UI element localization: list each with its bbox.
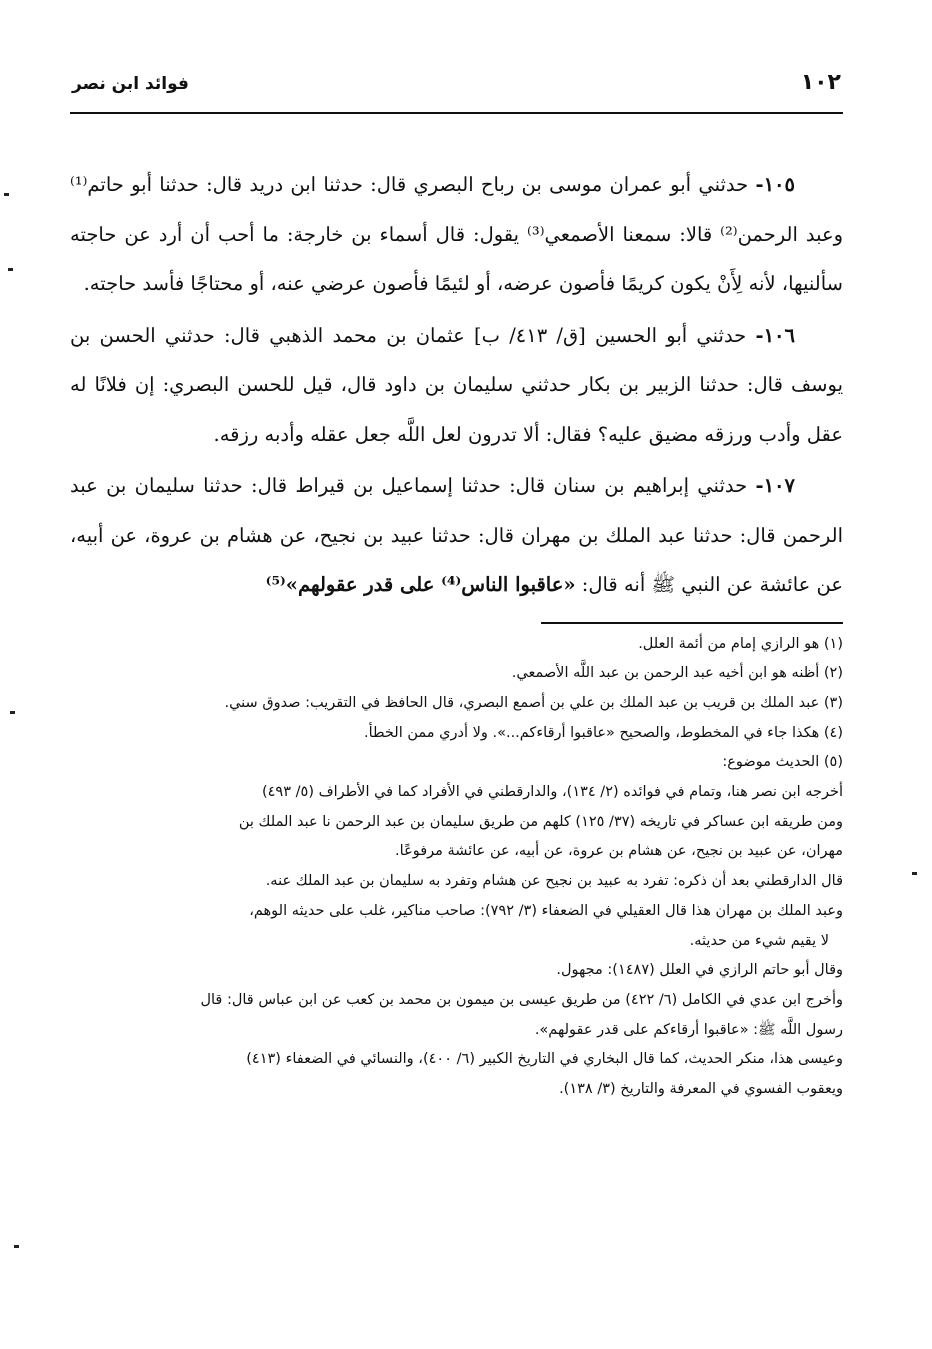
footnotes — [70, 630, 843, 1105]
book-page — [70, 60, 843, 1320]
margin-mark — [8, 268, 13, 271]
paragraph-text: حدثني إبراهيم بن سنان قال: حدثنا إسماعيل بن قيراط قال: حدثنا سليمان بن عبد الرحمن قال: حدثنا عبد الملك بن مهران قال: حدثنا عبيد بن نجيح، عن هشام بن عروة، عن أبيه، عن عائشة عن النبي ﷺ أنه قال: — [70, 474, 843, 596]
margin-mark — [10, 711, 15, 714]
footnote-5-line: ويعقوب الفسوي في المعرفة والتاريخ (٣/ ١٣٨). — [559, 1081, 843, 1098]
footnote-5-line: ومن طريقه ابن عساكر في تاريخه (٣٧/ ١٢٥) كلهم من طريق سليمان بن عبد الرحمن نا عبد الملك بن — [238, 813, 843, 830]
footnote-5-line: قال الدارقطني بعد أن ذكره: تفرد به عبيد بن نجيح عن هشام وتفرد به سليمان بن عبد الملك عنه. — [265, 873, 843, 890]
footnote-5-line: رسول اللَّه ﷺ: «عاقبوا أرقاءكم على قدر عقولهم». — [534, 1021, 843, 1038]
footnote-5-line: وعبد الملك بن مهران هذا قال العقيلي في الضعفاء (٣/ ٧٩٢): صاحب مناكير، غلب على حديثه الوهم، — [249, 902, 843, 919]
footnote-5-line: وعيسى هذا، منكر الحديث، كما قال البخاري في التاريخ الكبير (٦/ ٤٠٠)، والنسائي في الضعفاء (٤١٣) — [246, 1051, 843, 1068]
margin-mark — [14, 1245, 19, 1248]
footnote-5-line: وأخرج ابن عدي في الكامل (٦/ ٤٢٢) من طريق عيسى بن ميمون بن محمد بن كعب عن ابن عباس قال: قال — [200, 991, 843, 1008]
paragraph-number: ١٠٧- — [755, 474, 795, 497]
page-number: ١٠٢ — [800, 70, 841, 95]
margin-mark — [4, 193, 9, 196]
footnote-5-line: أخرجه ابن نصر هنا، وتمام في فوائده (٢/ ١٣٤)، والدارقطني في الأفراد كما في الأطراف (٥/ ٤٩٣) — [261, 784, 843, 801]
footnote-5-line: وقال أبو حاتم الرازي في العلل (١٤٨٧): مجهول. — [556, 962, 843, 979]
footnote-3: (٣) عبد الملك بن قريب بن عبد الملك بن علي بن أصمع البصري، قال الحافظ في التقريب: صدوق سني. — [224, 694, 843, 711]
footnote-separator — [541, 622, 843, 624]
paragraph-text: حدثني أبو الحسين [ق/ ٤١٣/ ب] عثمان بن محمد الذهبي قال: حدثني الحسن بن يوسف قال: حدثنا الزبير بن بكار حدثني سليمان بن داود قال، قيل للحسن البصري: إن فلانًا له عقل وأدب ورزقه مضيق عليه؟ فقال: ألا تدرون لعل اللَّه جعل عقله وأدبه رزقه. — [70, 323, 843, 446]
footnote-5-line: مهران، عن عبيد بن نجيح، عن هشام بن عروة، عن أبيه، عن عائشة مرفوعًا. — [395, 843, 843, 860]
paragraph-105 — [70, 160, 843, 309]
page-header — [70, 60, 843, 114]
main-text — [70, 160, 843, 610]
footnote-5-line: لا يقيم شيء من حديثه. — [689, 932, 829, 949]
paragraph-106 — [70, 311, 843, 460]
footnote-1: (١) هو الرازي إمام من أئمة العلل. — [638, 635, 843, 652]
footnote-2: (٢) أظنه هو ابن أخيه عبد الرحمن بن عبد اللَّه الأصمعي. — [511, 665, 843, 682]
paragraph-number: ١٠٦- — [755, 323, 795, 347]
paragraph-text: حدثني أبو عمران موسى بن رباح البصري قال: حدثنا ابن دريد قال: حدثنا أبو حاتم⁽¹⁾ وعبد الرحمن⁽²⁾ قالا: سمعنا الأصمعي⁽³⁾ يقول: قال أسماء بن خارجة: ما أحب أن أرد عن حاجته سألنيها، لأنه لِأَنْ يكون كريمًا فأصون عرضه، أو لئيمًا فأصون عرضي عنه، أو محتاجًا فأسد حاجته. — [70, 173, 844, 295]
footnote-4: (٤) هكذا جاء في المخطوط، والصحيح «عاقبوا أرقاءكم...». ولا أدري ممن الخطأ. — [364, 724, 843, 741]
paragraph-number: ١٠٥- — [755, 173, 795, 196]
running-title: فوائد ابن نصر — [72, 74, 189, 94]
footnote-5: (٥) الحديث موضوع: — [722, 754, 843, 771]
hadith-quote: «عاقبوا الناس⁽⁴⁾ على قدر عقولهم»⁽⁵⁾ — [265, 573, 576, 596]
paragraph-107 — [70, 461, 843, 610]
margin-mark — [912, 872, 917, 875]
